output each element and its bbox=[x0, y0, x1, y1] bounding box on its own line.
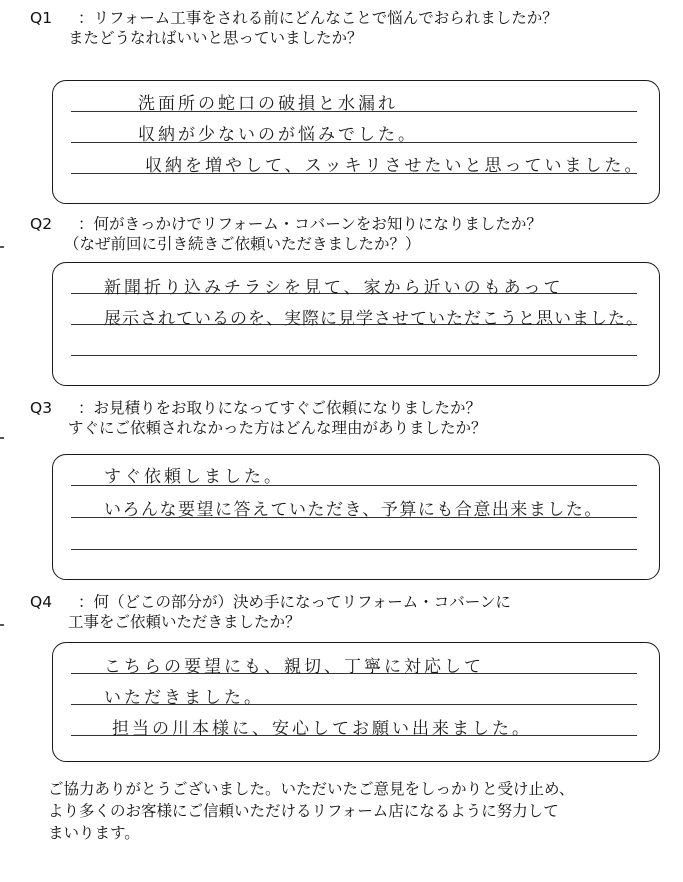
question-3-text: ：お見積りをお取りになってすぐご依頼になりましたか？ bbox=[78, 399, 482, 417]
question-2-subtext: （なぜ前回に引き続きご依頼いただきましたか？） bbox=[64, 235, 421, 253]
answer-1-line-3: 収納を増やして、スッキリさせたいと思っていました。 bbox=[145, 156, 645, 176]
question-1-line-2 bbox=[30, 28, 660, 48]
question-3 bbox=[30, 398, 660, 438]
answer-rule bbox=[71, 549, 637, 550]
question-4-line-2 bbox=[30, 612, 660, 632]
question-1-subtext: またどうなればいいと思っていましたか？ bbox=[68, 29, 363, 47]
question-2-number: Q2 bbox=[30, 215, 53, 233]
question-2-text: ：何がきっかけでリフォーム・コバーンをお知りになりましたか？ bbox=[78, 215, 542, 233]
question-1 bbox=[30, 8, 660, 48]
question-4 bbox=[30, 592, 660, 632]
question-3-number: Q3 bbox=[30, 399, 53, 417]
question-3-line-1 bbox=[30, 398, 660, 418]
answer-1-line-1: 洗面所の蛇口の破損と水漏れ bbox=[138, 94, 398, 114]
question-1-line-1 bbox=[30, 8, 660, 28]
answer-3-line-1: すぐ依頼しました。 bbox=[104, 467, 284, 487]
answer-3-line-2: いろんな要望に答えていただき、予算にも合意出来ました。 bbox=[104, 500, 603, 520]
scan-mark bbox=[0, 624, 4, 626]
answer-rule bbox=[71, 355, 637, 356]
closing-line-2: より多くのお客様にご信頼いただけるリフォーム店になるように努力して bbox=[48, 802, 559, 820]
question-2-line-2 bbox=[30, 234, 660, 254]
answer-2-line-1: 新聞折り込みチラシを見て、家から近いのもあって bbox=[104, 278, 564, 298]
question-3-line-2 bbox=[30, 418, 660, 438]
scan-mark bbox=[0, 246, 4, 248]
question-4-number: Q4 bbox=[30, 593, 53, 611]
answer-1-line-2: 収納が少ないのが悩みでした。 bbox=[138, 125, 418, 145]
scan-mark bbox=[0, 437, 4, 439]
answer-4-line-2: いただきました。 bbox=[104, 688, 264, 708]
answer-2-line-2: 展示されているのを、実際に見学させていただこうと思いました。 bbox=[104, 309, 644, 329]
closing-line-3: まいります。 bbox=[48, 824, 140, 842]
question-1-text: ：リフォーム工事をされる前にどんなことで悩んでおられましたか？ bbox=[78, 9, 558, 27]
question-2 bbox=[30, 214, 660, 254]
answer-4-line-1: こちらの要望にも、親切、丁寧に対応して bbox=[104, 657, 484, 677]
question-4-text: ：何（どこの部分が）決め手になってリフォーム・コバーンに bbox=[78, 593, 511, 611]
answer-4-line-3: 担当の川本様に、安心してお願い出来ました。 bbox=[112, 719, 532, 739]
question-3-subtext: すぐにご依頼されなかった方はどんな理由がありましたか？ bbox=[68, 419, 487, 437]
question-4-line-1 bbox=[30, 592, 660, 612]
question-4-subtext: 工事をご依頼いただきましたか？ bbox=[68, 613, 301, 631]
question-2-line-1 bbox=[30, 214, 660, 234]
question-1-number: Q1 bbox=[30, 9, 53, 27]
closing-message bbox=[48, 778, 574, 844]
closing-line-1: ご協力ありがとうございました。いただいたご意見をしっかりと受け止め、 bbox=[48, 780, 575, 798]
